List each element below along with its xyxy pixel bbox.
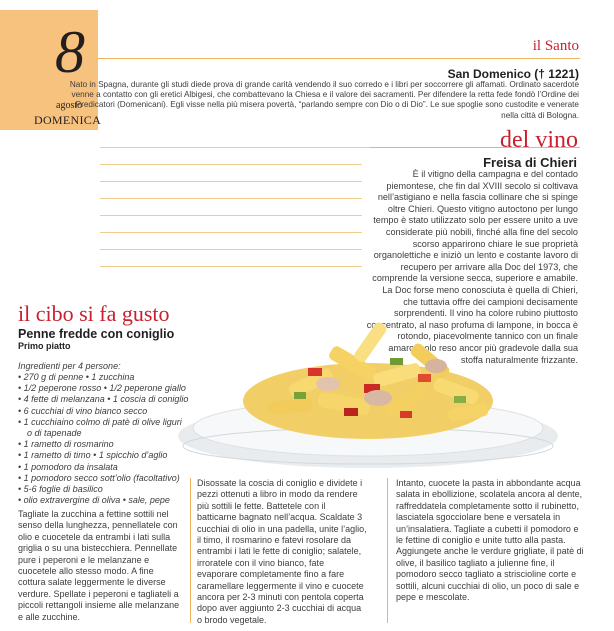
- ingredient-item: • 1 pomodoro da insalata: [18, 461, 118, 472]
- column-rule: [387, 478, 388, 623]
- vino-section-title: del vino: [500, 127, 578, 153]
- ingredient-item: • olio extravergine di oliva • sale, pepe: [18, 495, 170, 506]
- procedure-paragraph-1: Tagliate la zucchina a fettine sottili nel senso della lunghezza, pennellatele con olio e cuocetele da entrambi i lati sulla griglia o su una bistecchiera. Pennellate pure i peperoni e le melanzane e cuocetele allo stesso modo. A fine cottura salate leggermente le diverse verdure. Spellate i peperoni e tagliateli a piccoli rettangoli insieme alle melanzane e alle zucchine.: [18, 509, 180, 622]
- dish-name: Penne fredde con coniglio: [18, 327, 175, 341]
- ingredient-item: • 1/2 peperone rosso • 1/2 peperone giallo: [18, 383, 186, 394]
- column-rule: [190, 478, 191, 623]
- procedure-paragraph-2: Disossate la coscia di coniglio e dividete i pezzi ottenuti a libro in modo da rendere più sottili le fette. Battetele con il batticarne bagnato nell’acqua. Scaldate 3 cucchiai di olio in una padella, unite l’aglio, il timo, il rosmarino e fatevi rosolare da entrambi i lati le fette di coniglio; salatele, irroratele con il vino bianco, fate evaporare completamente fino a fare caramellare leggermente il vino e cuocete ancora per 2-3 minuti con pentola coperta dopo aver aggiunto 2-3 cucchiai di acqua o brodo vegetale.: [197, 478, 367, 625]
- note-line: [100, 232, 362, 233]
- note-line: [100, 147, 370, 148]
- ingredient-item: • 4 fette di melanzana • 1 coscia di coniglio: [18, 394, 189, 405]
- ingredient-item: • 270 g di penne • 1 zucchina: [18, 372, 135, 382]
- ingredient-item: • 1 cucchiaino colmo di patè di olive liguri: [18, 416, 182, 427]
- month-name: agosto: [56, 100, 83, 111]
- day-number: 8: [55, 19, 85, 85]
- note-line: [100, 198, 362, 199]
- ingredient-item: • 5-6 foglie di basilico: [18, 484, 103, 495]
- santo-rule: [98, 58, 580, 59]
- santo-text: Nato in Spagna, durante gli studi diede prova di grande carità vendendo il suo corredo e i libri per soccorrere gli affamati. Ordinato sacerdote venne a contatto con gli eretici Albigesi, che combattevano la Chiesa e il valore dei sacramenti. Per difendere la retta fede fondò l’Ordine dei Predicatori (Domenicani). Egli visse nella più misera povertà, “parlando sempre con Dio o di Dio”. Le sue spoglie sono custodite e venerate nella città di Bologna.: [69, 80, 579, 120]
- ingredients-list: [18, 372, 188, 506]
- note-line: [100, 164, 362, 165]
- dish-course: Primo piatto: [18, 341, 71, 351]
- vino-name: Freisa di Chieri: [483, 155, 577, 170]
- note-line: [100, 266, 362, 267]
- ingredient-item: • 6 cucchiai di vino bianco secco: [18, 405, 148, 416]
- note-line: [100, 181, 362, 182]
- ingredient-item: • 1 pomodoro secco sott’olio (facoltativo): [18, 472, 180, 483]
- santo-name: San Domenico († 1221): [447, 67, 579, 81]
- weekday: DOMENICA: [34, 113, 102, 127]
- vino-text: È il vitigno della campagna e del contado piemontese, che fin dal XVIII secolo si coltivava nell’astigiano e nella fascia collinare che si spinge oltre Chieri. Questo vitigno autoctono per lungo tempo è stato utilizzato solo per essere unito a uve considerate più nobili, finché alla fine del secolo scorso apparirono chiare le sue proprietà organolettiche e iniziò un lento e costante lavoro di recupero per arrivare alla Doc del 1973, che comprende la versione secca, superiore e amabile. La Doc forse meno conosciuta è quella di Chieri,: [372, 169, 578, 295]
- ingredient-item: • 1 rametto di rosmarino: [18, 439, 114, 450]
- ingredient-item: • 1 rametto di timo • 1 spicchio d’aglio: [18, 450, 168, 461]
- cibo-section-title: il cibo si fa gusto: [18, 301, 170, 326]
- santo-section-title: il Santo: [532, 38, 579, 54]
- note-line: [100, 249, 362, 250]
- ingredient-item: o di tapenade: [27, 428, 82, 439]
- ingredients-heading: Ingredienti per 4 persone:: [18, 361, 121, 371]
- procedure-paragraph-3: Intanto, cuocete la pasta in abbondante acqua salata in ebollizione, scolatela ancora al dente, raffreddatela completamente sotto il rubinetto, lasciatela sgocciolare bene e versatela in un’insalatiera. Tagliate a cubetti il pomodoro e le fettine di coniglio e unite tutto alla pasta. Aggiungete anche le verdure grigliate, il patè di olive, il basilico tagliato a julienne fine, il pomodoro secco tagliato a striscioline corte e sottili, alcuni cucchiai di olio, un poco di sale e pepe e mescolate.: [396, 478, 584, 603]
- note-line: [100, 215, 362, 216]
- dish-image: [168, 296, 588, 476]
